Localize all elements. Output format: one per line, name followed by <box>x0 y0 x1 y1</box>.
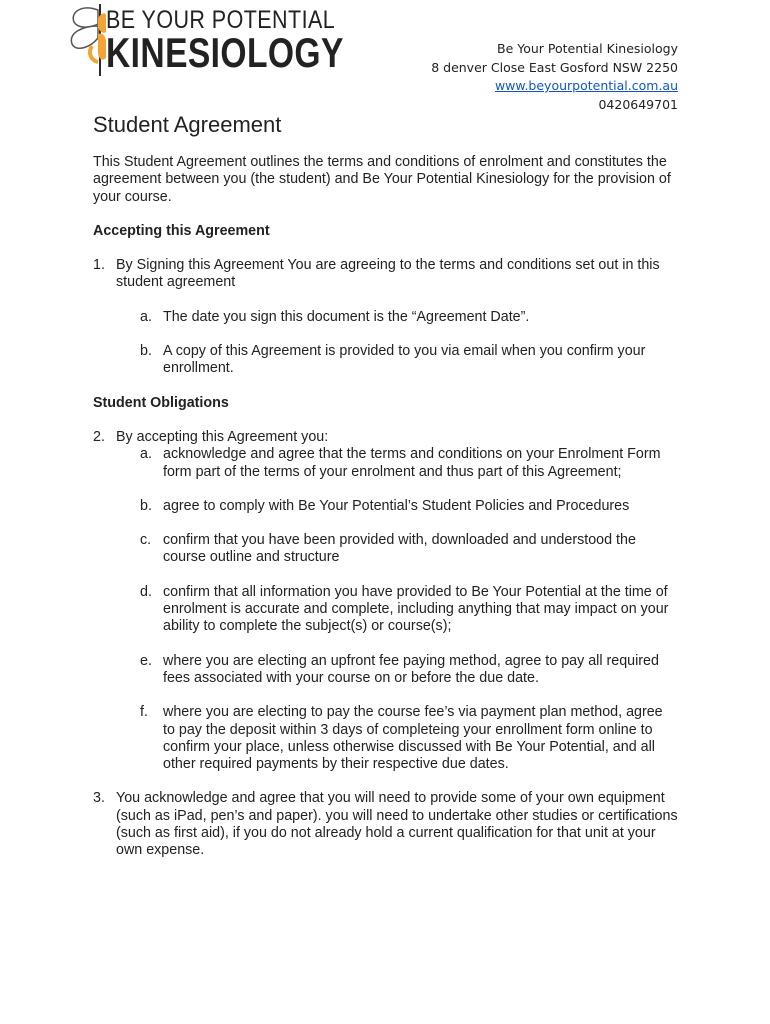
sub-item-2e <box>140 653 678 688</box>
item-text: By accepting this Agreement you: <box>116 428 329 445</box>
sub-item-letter: a. <box>140 308 152 325</box>
contact-block <box>431 40 678 114</box>
sub-item-1a <box>140 309 678 326</box>
section-heading-accepting: Accepting this Agreement <box>93 222 270 239</box>
company-logo <box>62 2 344 78</box>
sub-item-2d <box>140 584 678 636</box>
item-number: 2. <box>93 428 105 445</box>
intro-paragraph: This Student Agreement outlines the terms and conditions of enrolment and constitutes the agreement between you (the student) and Be Your Potential Kinesiology for the provision of your course. <box>93 154 671 205</box>
list-item-3 <box>93 790 678 859</box>
logo-line2: KINESIOLOGY <box>106 29 344 76</box>
item-text: By Signing this Agreement You are agreeing to the terms and conditions set out in this student agreement <box>116 257 660 291</box>
logo-butterfly-icon <box>62 2 106 78</box>
sub-item-text: agree to comply with Be Your Potential’s Student Policies and Procedures <box>163 497 630 514</box>
sub-item-letter: b. <box>140 343 152 360</box>
sub-item-2b <box>140 498 678 515</box>
document-body <box>93 154 678 860</box>
logo-line1: BE YOUR POTENTIAL <box>106 6 336 34</box>
sub-item-letter: a. <box>140 446 152 463</box>
sub-item-1b <box>140 343 678 378</box>
item-number: 1. <box>93 257 105 274</box>
item-number: 3. <box>93 790 105 807</box>
sub-item-letter: b. <box>140 497 152 514</box>
contact-name: Be Your Potential Kinesiology <box>497 41 678 56</box>
list-item-2 <box>93 429 678 446</box>
sub-item-text: The date you sign this document is the “Agreement Date”. <box>163 308 530 325</box>
sub-item-2c <box>140 532 678 567</box>
sub-item-letter: f. <box>140 704 148 721</box>
sub-item-2f <box>140 704 678 773</box>
list-item-1 <box>93 257 678 292</box>
sub-item-text: where you are electing an upfront fee paying method, agree to pay all required fees associated with your course on or before the due date. <box>163 652 659 686</box>
website-link[interactable]: www.beyourpotential.com.au <box>494 78 678 93</box>
sub-item-text: where you are electing to pay the course fee’s via payment plan method, agree to pay the deposit within 3 days of completeing your enrollment form online to confirm your place, unless otherwise discussed with Be Your Potential, and all other required payments by their respective due dates. <box>163 704 663 773</box>
sub-item-letter: d. <box>140 583 152 600</box>
sub-item-letter: e. <box>140 652 152 669</box>
sub-item-letter: c. <box>140 532 152 549</box>
sub-item-text: confirm that all information you have provided to Be Your Potential at the time of enrolment is accurate and complete, including anything that may impact on your ability to complete the subject(s) or course(s); <box>163 583 669 635</box>
sub-item-text: confirm that you have been provided with, downloaded and understood the course outline and structure <box>163 532 636 566</box>
sub-item-text: A copy of this Agreement is provided to you via email when you confirm your enrollment. <box>163 343 646 377</box>
page-title: Student Agreement <box>93 112 282 137</box>
sub-item-text: acknowledge and agree that the terms and conditions on your Enrolment Form form part of the terms of your enrolment and thus part of this Agreement; <box>163 446 661 480</box>
contact-address: 8 denver Close East Gosford NSW 2250 <box>431 59 678 75</box>
sub-item-2a <box>140 446 678 481</box>
contact-phone: 0420649701 <box>598 96 678 112</box>
item-text: You acknowledge and agree that you will need to provide some of your own equipment (such as iPad, pen’s and paper). you will need to undertake other studies or certifications (such as first aid), if you do not already hold a current qualification for that unit at your own expense. <box>116 790 678 859</box>
section-heading-obligations: Student Obligations <box>93 394 229 411</box>
